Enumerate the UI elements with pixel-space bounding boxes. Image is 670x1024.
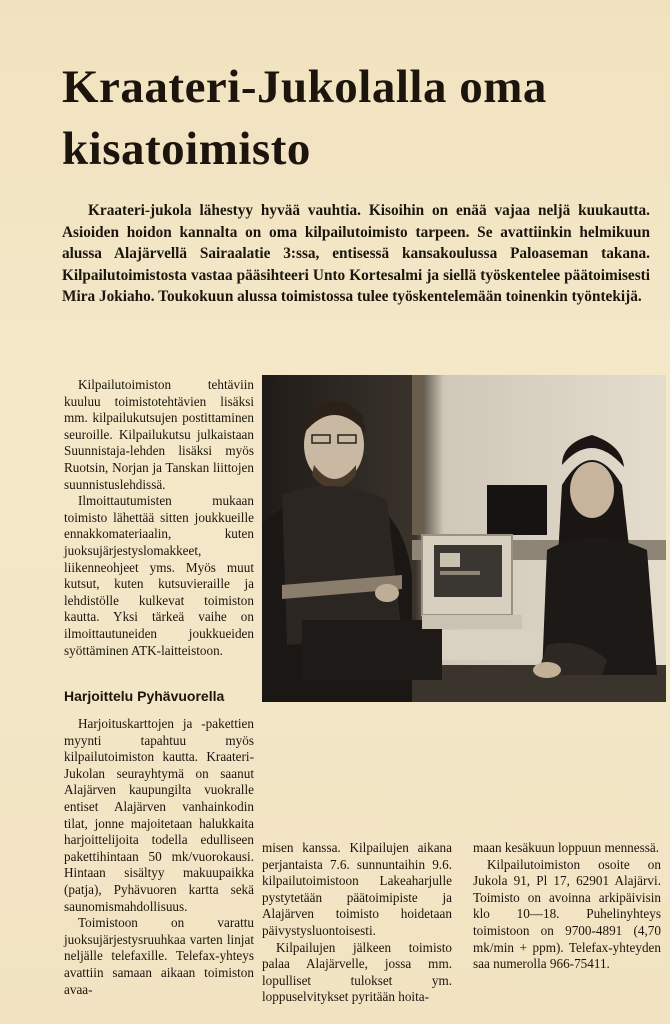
body-paragraph: Kilpailutoimiston osoite on Jukola 91, Pl 17, 62901 Alajärvi. Toimisto on avoinna arkipäivisin klo 10—18. Puhelinyhteys toimistoon on 9700-4891 (4,70 mk/min + ppm). Telefax-yhteyden saa numerolla 966-75411. [473, 856, 661, 972]
lead-paragraph: Kraateri-jukola lähestyy hyvää vauhtia. Kisoihin on enää vajaa neljä kuukautta. Asioiden hoidon kannalta on oma kilpailutoimisto tarpeen. Se avattiinkin helmikuun alussa Alajärvellä Sairaalatie 3:ssa, entisessä kansakoulussa Paloaseman takana. Kilpailutoimistosta vastaa pääsihteeri Unto Kortesalmi ja siellä työskentelee päätoimisesti Mira Jokiaho. Toukokuun alussa toimistossa tulee työskentelemään toinenkin työntekijä. [62, 202, 650, 305]
body-paragraph: Kilpailutoimiston tehtäviin kuuluu toimistotehtävien lisäksi mm. kilpailukutsujen postittaminen seuroille. Kilpailukutsu julkaistaan Suunnistaja-lehden lisäksi myös Ruotsin, Norjan ja Tanskan liittojen suunnistuslehdissä. [64, 377, 254, 492]
body-paragraph: maan kesäkuun loppuun mennessä. [473, 840, 660, 855]
subheading: Harjoittelu Pyhävuorella [64, 688, 225, 704]
body-paragraph: Kilpailujen jälkeen toimisto palaa Alajärvelle, jossa mm. lopulliset tulokset ym. loppuselvitykset pyritään hoita- [262, 939, 452, 1005]
body-paragraph: Ilmoittautumisten mukaan toimisto lähettää sitten joukkueille ennakkomateriaalin, kuten juoksujärjestyslomakkeet, liikenneohjeet yms. Myös muut kutsut, kuten kutsuvieraille ja lehdistölle kulkevat toimiston kautta. Yksi tärkeä vaihe on ilmoittautuneiden joukkueiden syöttäminen ATK-laitteistoon. [64, 493, 254, 658]
column-3 [473, 840, 661, 973]
headline: Kraateri-Jukolalla oma kisatoimisto [62, 61, 547, 175]
column-1-bottom [64, 716, 254, 998]
body-paragraph: Harjoituskarttojen ja -pakettien myynti tapahtuu myös kilpailutoimiston kautta. Kraateri-Jukolan seurayhtymä on saanut Alajärven kaupungilta vuokralle entiset Alajärven vanhainkodin tilat, jonne majoitetaan halukkaita harjoittelijoita todella edulliseen pakettihintaan 50 mk/vuorokausi. Hintaan sisältyy makuupaikka (patja), Pyhävuoren kartta sekä saunomismahdollisuus. [64, 716, 254, 914]
body-paragraph: Toimistoon on varattu juoksujärjestysruuhkaa varten linjat neljälle telefaxille. Telefax-yhteys avattiin samaan aikaan toimiston avaa- [64, 915, 254, 997]
office-photo-icon [262, 375, 666, 702]
photo-illustration [262, 375, 666, 702]
column-1-top [64, 377, 254, 659]
body-paragraph: misen kanssa. Kilpailujen aikana perjantaista 7.6. sunnuntaihin 9.6. kilpailutoimistoon Lakeaharjulle pystytetään päätoimipiste ja Alajärven toimisto hoidetaan päivystysluontoisesti. [262, 840, 452, 938]
column-2 [262, 840, 452, 1006]
